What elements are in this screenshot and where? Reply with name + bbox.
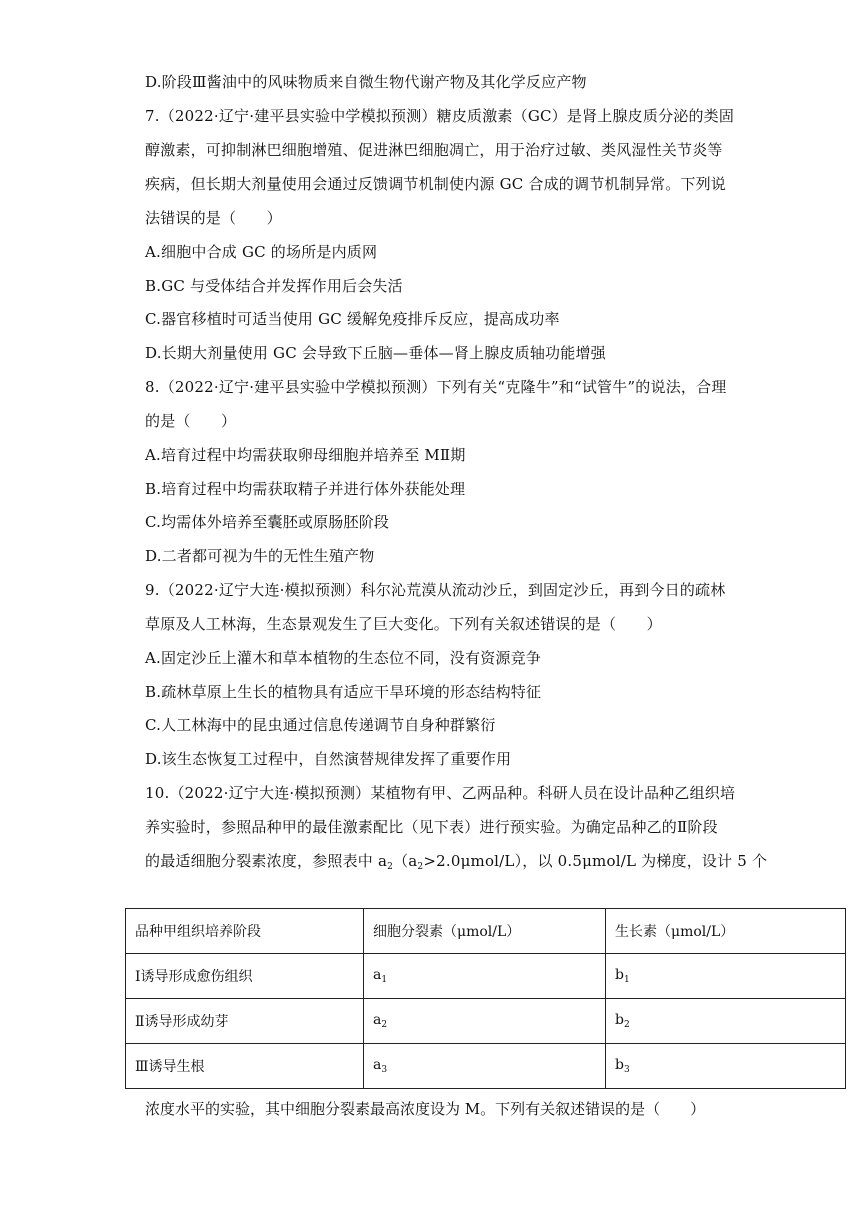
q10-stem-line-2: 养实验时，参照品种甲的最佳激素配比（见下表）进行预实验。为确定品种乙的Ⅱ阶段 [145,818,718,836]
cell-subscript: 1 [381,975,388,985]
q9-option-a: A.固定沙丘上灌木和草本植物的生态位不同，没有资源竞争 [145,649,542,667]
q8-option-b: B.培育过程中均需获取精子并进行体外获能处理 [145,480,466,498]
cell-value: b [615,967,624,983]
q7-stem-line-4: 法错误的是（ ） [145,209,282,227]
cell-subscript: 1 [623,975,630,985]
q10-text-mid: （a [393,852,418,870]
cell-value: b [615,1012,624,1028]
q10-stem-line-1: 10.（2022·辽宁大连·模拟预测）某植物有甲、乙两品种。科研人员在设计品种乙组织培 [145,784,736,802]
q10-subscript-1: 2 [387,862,394,872]
q10-text-after: >2.0μmol/L），以 0.5μmol/L 为梯度，设计 5 个 [423,852,768,870]
table-cell-auxin [606,954,846,999]
cell-value: a [373,1012,382,1028]
cell-subscript: 3 [381,1065,388,1075]
table-header-cytokinin: 细胞分裂素（μmol/L） [364,909,606,954]
q9-stem-line-2: 草原及人工林海，生态景观发生了巨大变化。下列有关叙述错误的是（ ） [145,615,662,633]
q8-stem-line-2: 的是（ ） [145,412,237,430]
q7-option-d: D.长期大剂量使用 GC 会导致下丘脑—垂体—肾上腺皮质轴功能增强 [145,344,606,362]
q7-stem-line-2: 醇激素，可抑制淋巴细胞增殖、促进淋巴细胞凋亡，用于治疗过敏、类风湿性关节炎等 [145,141,723,159]
table-cell-cytokinin [364,954,606,999]
table-row [126,1044,846,1089]
q9-option-b: B.疏林草原上生长的植物具有适应干旱环境的形态结构特征 [145,683,542,701]
q10-stem-continuation: 浓度水平的实验，其中细胞分裂素最高浓度设为 M。下列有关叙述错误的是（ ） [145,1100,706,1118]
q10-text-before: 的最适细胞分裂素浓度，参照表中 a [145,852,388,870]
q8-option-a: A.培育过程中均需获取卵母细胞并培养至 MⅡ期 [145,446,466,464]
q10-subscript-2: 2 [417,862,424,872]
q7-stem-line-1: 7.（2022·辽宁·建平县实验中学模拟预测）糖皮质激素（GC）是肾上腺皮质分泌的类固 [145,107,735,125]
q7-option-b: B.GC 与受体结合并发挥作用后会失活 [145,277,403,295]
q8-option-d: D.二者都可视为牛的无性生殖产物 [145,547,375,565]
table-cell-stage: Ⅲ诱导生根 [126,1044,364,1089]
table-row [126,999,846,1044]
table-cell-auxin [606,1044,846,1089]
q8-option-c: C.均需体外培养至囊胚或原肠胚阶段 [145,513,390,531]
q9-stem-line-1: 9.（2022·辽宁大连·模拟预测）科尔沁荒漠从流动沙丘，到固定沙丘，再到今日的疏林 [145,581,726,599]
table-cell-cytokinin [364,1044,606,1089]
q7-option-a: A.细胞中合成 GC 的场所是内质网 [145,243,378,261]
cell-value: b [615,1057,624,1073]
cell-value: a [373,967,382,983]
table-cell-cytokinin [364,999,606,1044]
cell-subscript: 2 [381,1020,388,1030]
q10-stem-line-3 [145,851,767,877]
hormone-ratio-table [125,908,846,1089]
cell-value: a [373,1057,382,1073]
q8-stem-line-1: 8.（2022·辽宁·建平县实验中学模拟预测）下列有关“克隆牛”和“试管牛”的说法，合理 [145,378,727,396]
table-header-stage: 品种甲组织培养阶段 [126,909,364,954]
table-header-auxin: 生长素（μmol/L） [606,909,846,954]
table-header-row [126,909,846,954]
table-cell-stage: Ⅰ诱导形成愈伤组织 [126,954,364,999]
q9-option-c: C.人工林海中的昆虫通过信息传递调节自身种群繁衍 [145,716,496,734]
table-row [126,954,846,999]
q7-option-c: C.器官移植时可适当使用 GC 缓解免疫排斥反应，提高成功率 [145,310,560,328]
q7-stem-line-3: 疾病，但长期大剂量使用会通过反馈调节机制使内源 GC 合成的调节机制异常。下列说 [145,175,726,193]
table-cell-auxin [606,999,846,1044]
cell-subscript: 2 [623,1020,630,1030]
q6-option-d: D.阶段Ⅲ酱油中的风味物质来自微生物代谢产物及其化学反应产物 [145,73,587,91]
q9-option-d: D.该生态恢复工过程中，自然演替规律发挥了重要作用 [145,750,512,768]
cell-subscript: 3 [623,1065,630,1075]
table-cell-stage: Ⅱ诱导形成幼芽 [126,999,364,1044]
